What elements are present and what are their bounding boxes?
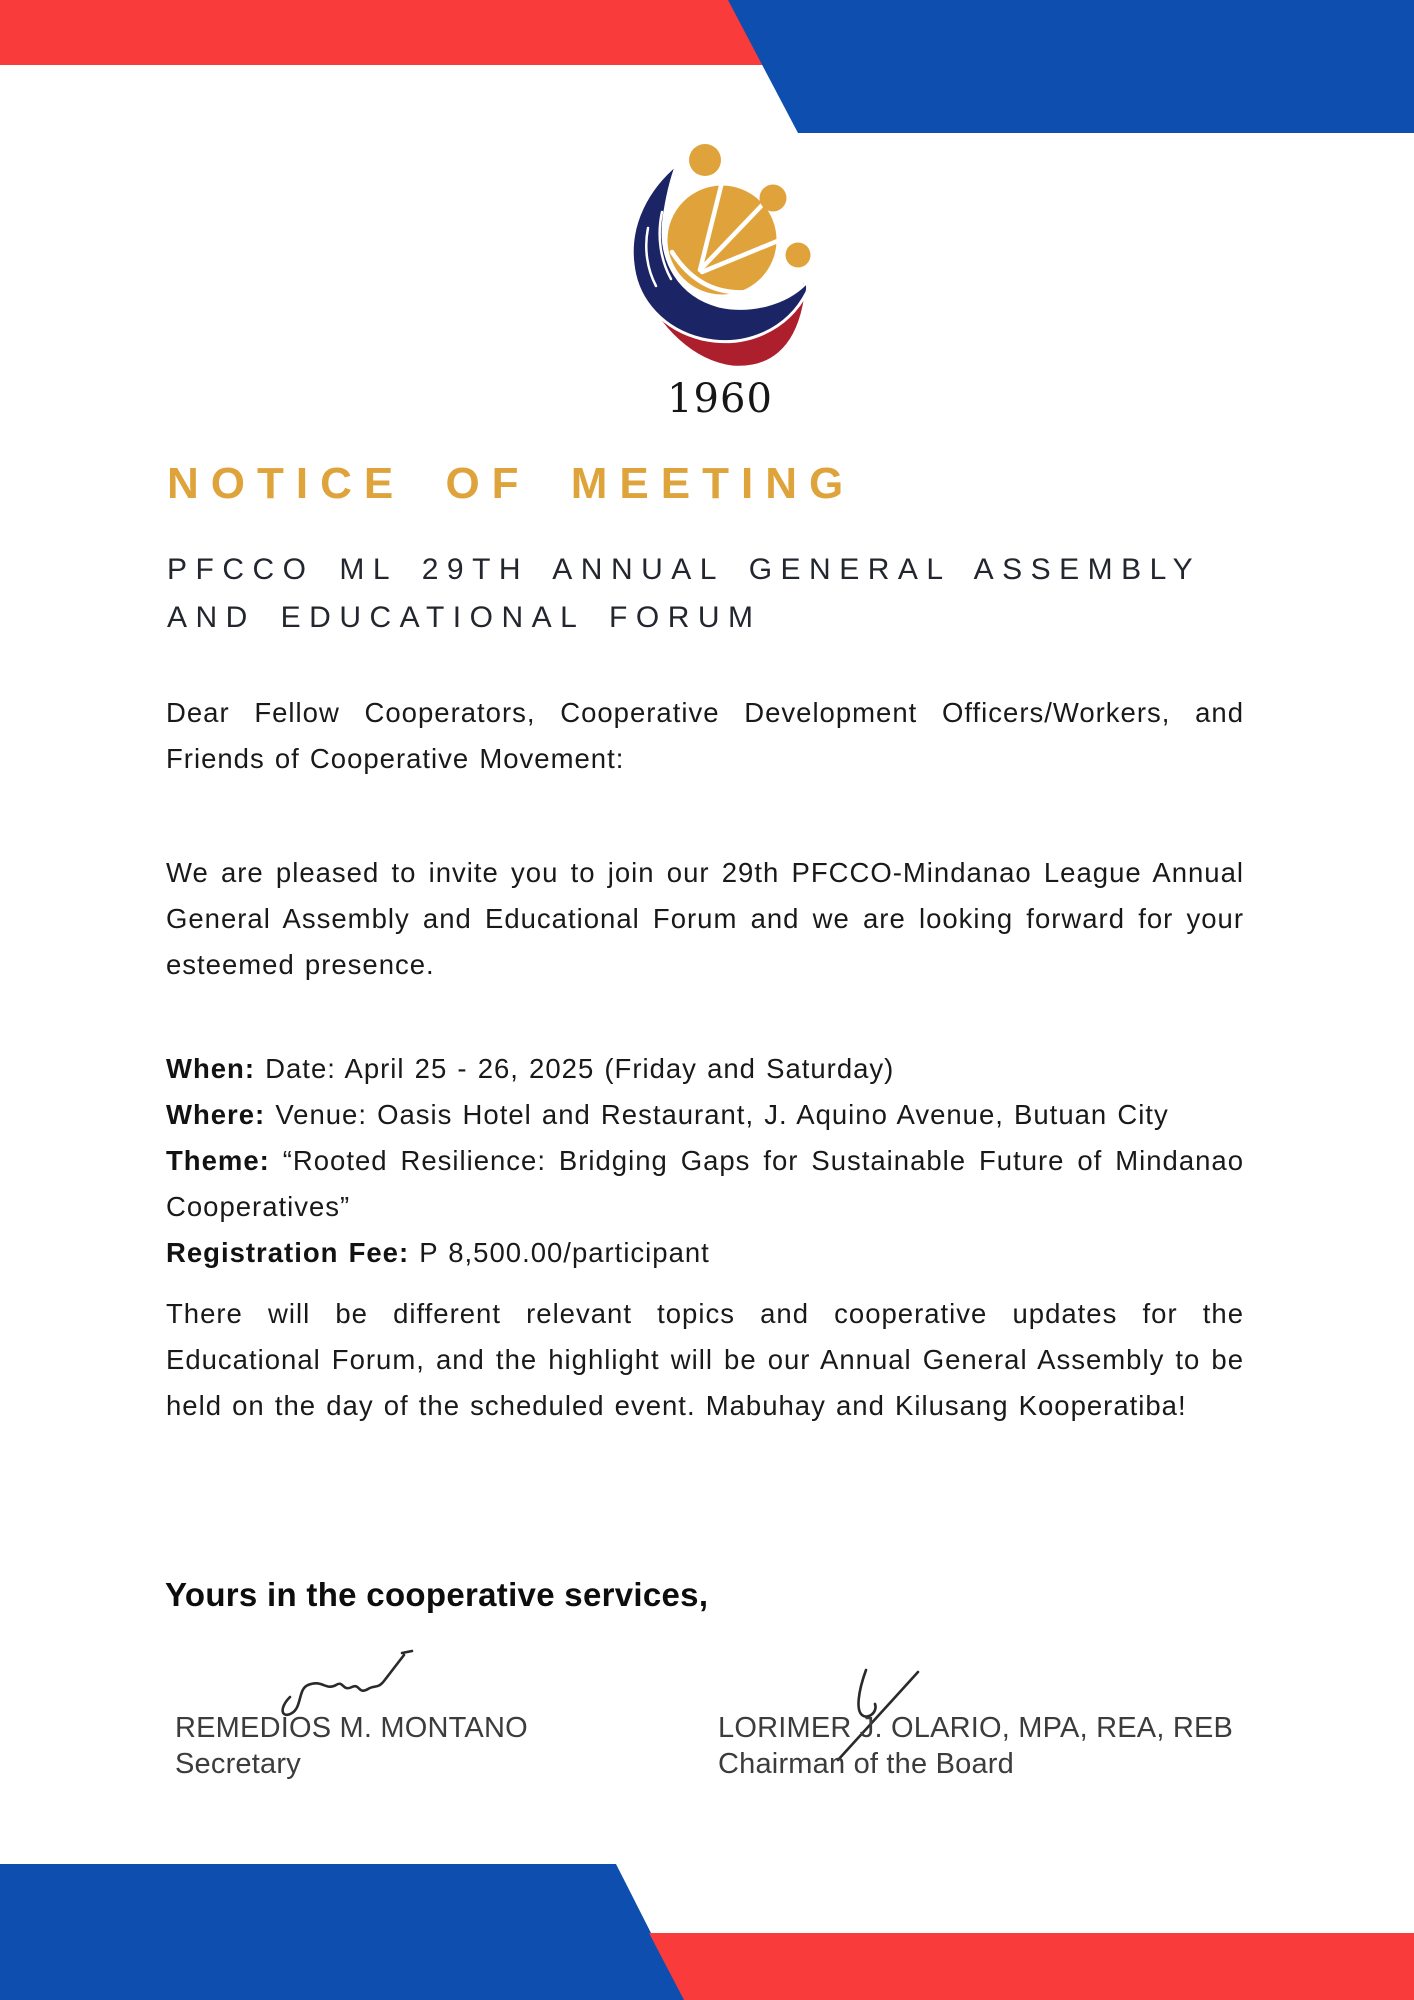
detail-when-label: When: [166, 1053, 256, 1084]
detail-when [166, 1046, 1244, 1092]
signatory-left [175, 1710, 528, 1782]
event-details [166, 1046, 1244, 1276]
detail-theme-label: Theme: [166, 1145, 270, 1176]
logo-head-right-lower [786, 243, 811, 268]
invitation-paragraph: We are pleased to invite you to join our 29th PFCCO-Mindanao League Annual General Assembly and Educational Forum and we are looking forward for your esteemed presence. [166, 857, 1244, 980]
closing-paragraph: There will be different relevant topics and cooperative updates for the Educational Forum, and the highlight will be our Annual General Assembly to be held on the day of the scheduled event. Mabuhay and Kilusang Kooperatiba! [166, 1298, 1244, 1421]
pfcco-logo [620, 136, 820, 372]
logo-year: 1960 [667, 376, 773, 422]
notice-subtitle-line1: PFCCO ML 29TH ANNUAL GENERAL ASSEMBLY [167, 553, 1202, 586]
detail-registration-fee-value: P 8,500.00/participant [419, 1237, 710, 1268]
notice-title: NOTICE OF MEETING [167, 459, 856, 508]
signature-remedios [272, 1645, 422, 1720]
detail-when-value: Date: April 25 - 26, 2025 (Friday and Saturday) [265, 1053, 895, 1084]
signatory-right-role: Chairman of the Board [718, 1748, 1014, 1780]
pfcco-logo-graphic [620, 136, 820, 372]
complimentary-close: Yours in the cooperative services, [165, 1576, 709, 1613]
detail-theme-value: “Rooted Resilience: Bridging Gaps for Sustainable Future of Mindanao Cooperatives” [166, 1145, 1245, 1222]
logo-head-right-upper [760, 185, 787, 212]
detail-where-value: Venue: Oasis Hotel and Restaurant, J. Aquino Avenue, Butuan City [275, 1099, 1169, 1130]
detail-registration-fee-label: Registration Fee: [166, 1237, 410, 1268]
signatory-left-name: REMEDIOS M. MONTANO [175, 1712, 528, 1744]
salutation: Dear Fellow Cooperators, Cooperative Development Officers/Workers, and Friends of Cooperative Movement: [166, 697, 1244, 774]
signatory-right-name: LORIMER J. OLARIO, MPA, REA, REB [718, 1712, 1234, 1744]
signatory-right [718, 1710, 1233, 1782]
detail-registration-fee [166, 1230, 1244, 1276]
detail-theme [166, 1138, 1244, 1230]
signatory-left-role: Secretary [175, 1748, 301, 1780]
notice-subtitle-line2: AND EDUCATIONAL FORUM [167, 601, 762, 634]
detail-where-label: Where: [166, 1099, 266, 1130]
detail-where [166, 1092, 1244, 1138]
notice-subtitle [167, 546, 1327, 642]
logo-head-top [689, 144, 721, 176]
